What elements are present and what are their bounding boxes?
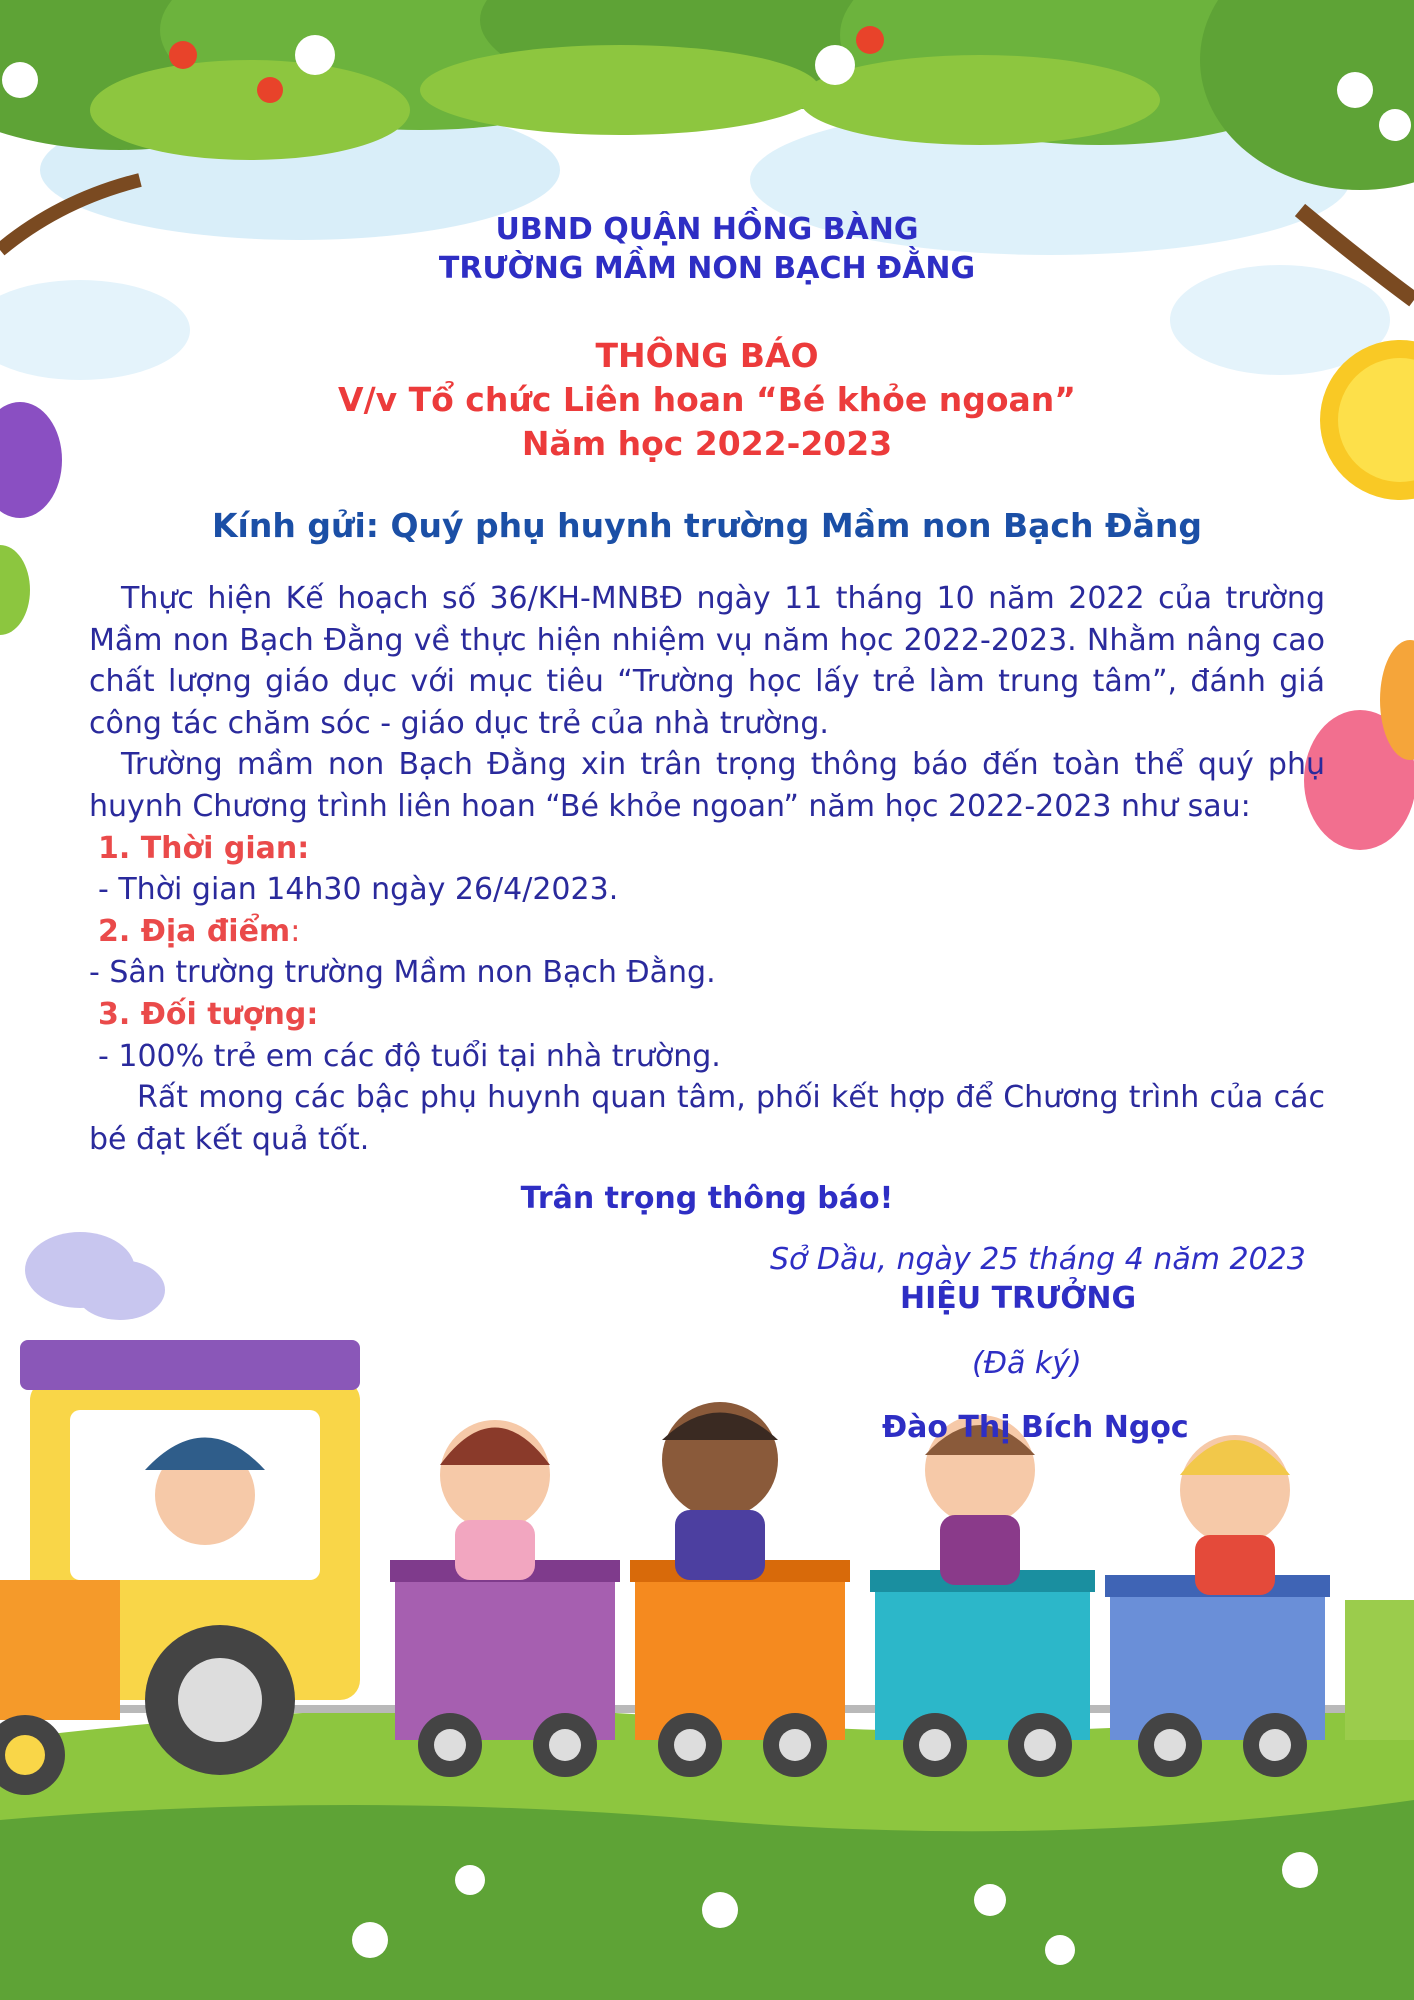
section-heading-label: 2. Địa điểm [98,913,291,949]
header-district: UBND QUẬN HỒNG BÀNG [495,212,919,247]
section-heading-time [89,828,1325,870]
notice-title: THÔNG BÁO [595,336,819,375]
closing-remark: Trân trọng thông báo! [520,1181,894,1216]
signature-signed: (Đã ký) [972,1346,1082,1381]
section-heading-label: 3. Đối tượng: [98,996,319,1032]
signature-place-date: Sở Dầu, ngày 25 tháng 4 năm 2023 [770,1242,1306,1277]
section-content-audience: - 100% trẻ em các độ tuổi tại nhà trường. [98,1038,721,1074]
paragraph-intro: Thực hiện Kế hoạch số 36/KH-MNBĐ ngày 11 tháng 10 năm 2022 của trường Mầm non Bạch Đằng về thực hiện nhiệm vụ năm học 2022-2023. Nhằm nâng cao chất lượng giáo dục với mục tiêu “Trường học lấy trẻ làm trung tâm”, đánh giá công tác chăm sóc - giáo dục trẻ của nhà trường. [89,581,1325,741]
signature-name: Đào Thị Bích Ngọc [882,1410,1189,1445]
section-content-location: - Sân trường trường Mầm non Bạch Đằng. [89,955,716,991]
paragraph-announce: Trường mầm non Bạch Đằng xin trân trọng thông báo đến toàn thể quý phụ huynh Chương trình liên hoan “Bé khỏe ngoan” năm học 2022-2023 như sau: [89,747,1325,824]
notice-subject: V/v Tổ chức Liên hoan “Bé khỏe ngoan” [338,380,1076,419]
section-heading-audience [89,994,1325,1036]
header-school: TRƯỜNG MẦM NON BẠCH ĐẰNG [438,251,976,286]
notice-school-year: Năm học 2022-2023 [521,424,893,463]
greeting: Kính gửi: Quý phụ huynh trường Mầm non Bạch Đằng [211,506,1203,545]
section-heading-colon: : [290,913,301,949]
notice-body [89,578,1325,1160]
signature-position: HIỆU TRƯỞNG [900,1281,1137,1316]
section-heading-location [89,911,1325,953]
section-content-time: - Thời gian 14h30 ngày 26/4/2023. [98,872,619,908]
section-heading-label: 1. Thời gian: [98,830,310,866]
paragraph-closing: Rất mong các bậc phụ huynh quan tâm, phối kết hợp để Chương trình của các bé đạt kết quả tốt. [89,1080,1325,1157]
